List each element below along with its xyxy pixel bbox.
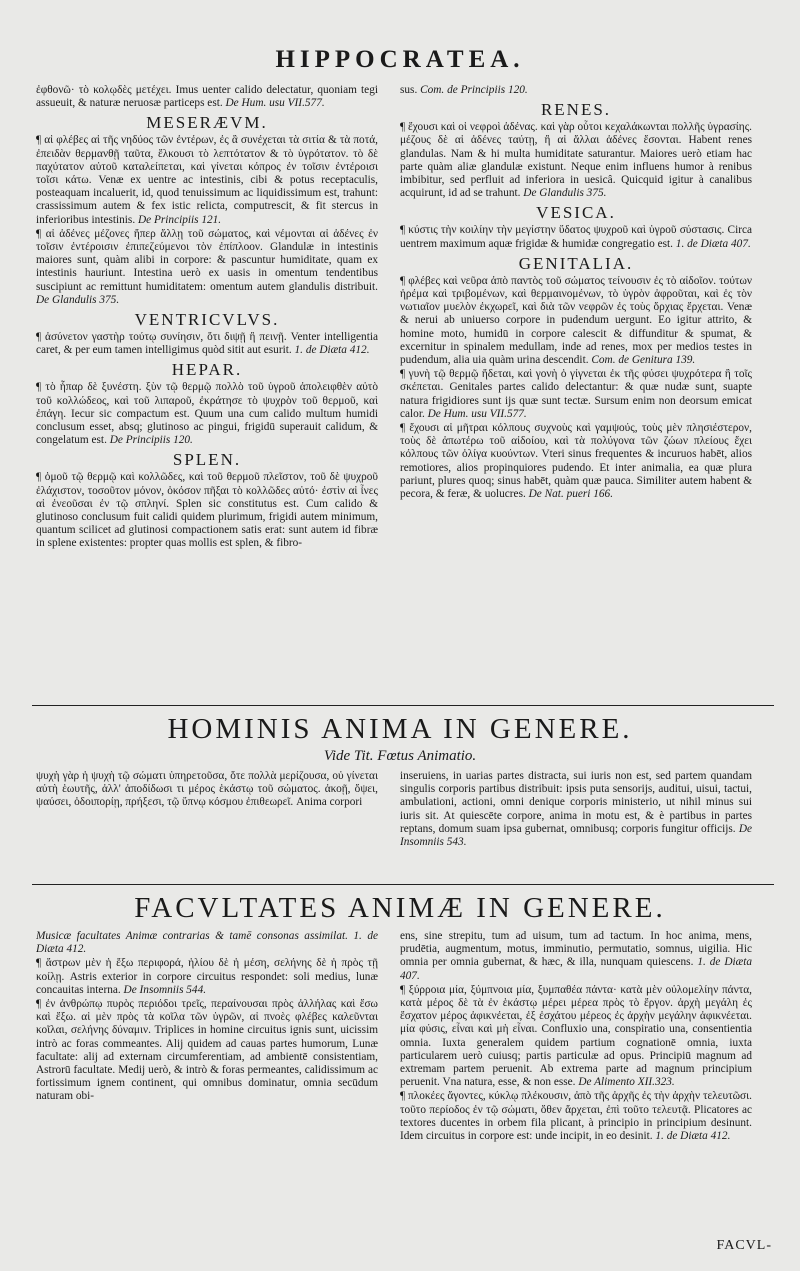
paragraph: ¶ γυνὴ τῷ θερμῷ ἥδεται, καὶ γονὴ ὁ γίγνεται ἐκ τῆς φύσει ψυχρότερα ἢ τοῖς σκέπεται. Genitales partes calido delectantur: & quæ nudæ sunt, suapte natura frigidiores sunt ijs quæ sunt tectæ. Sursum enim non deorsum emicat calor. De Hum. usu VII.577. <box>400 368 752 420</box>
section-heading: MESERÆVM. <box>146 113 268 133</box>
paragraph: ens, sine strepitu, tum ad uisum, tum ad tactum. In hoc anima, mens, prudētia, augmentum, motus, imminutio, permutatio, somnus, uigilia. Hic omnia per omnia gubernat, & hæc, & illa, nunquam quiescens. 1. de Diæta 407. <box>400 930 752 982</box>
paragraph: Musicæ facultates Animæ contrarias & tamē consonas assimilat. 1. de Diæta 412. <box>36 930 378 956</box>
paragraph: ¶ ἔχουσι αἱ μῆτραι κόλπους συχνοὺς καὶ γαμψούς, τοὺς μὲν πλησιέστερον, τοὺς δὲ ἀπωτέρω τοῦ αἰδοίου, καὶ τὰ πολύγονα τῶν ζώων πλείους ἔχει κόλπους τῶν ὀλίγα κυούντων. Vteri sinus frequentes & incuruos habēt, alios remotiores, alios propinquiores pudendo. Et inter animalia, ea quæ plura pariunt, plures quoq; sinus habēt, quàm quæ pauca. Similiter autem habent & pecora, & feræ, & uolucres. De Nat. pueri 166. <box>400 422 752 501</box>
paragraph: ¶ αἱ ἀδένες μέζονες ἤπερ ἄλλῃ τοῦ σώματος, καὶ νέμονται αἱ ἀδένες ἐν τοῖσιν ἐντέροισιν ἐπιπεζεύμενοι τὸν ἐπίπλοον. Glandulæ in intestinis maiores sunt, quàm alibi in corpore: & pascuntur humiditate, quam ex intestinis hauriunt. Intestina uerò ex uasis in omentum tendentibus suscipiunt ac remittunt humiditatem: omentum autem glandulis distribuit. De Glandulis 375. <box>36 227 378 306</box>
divider-rule <box>32 884 774 885</box>
running-head: HIPPOCRATEA. <box>275 46 525 73</box>
paragraph: ¶ κύστις τὴν κοιλίην τὴν μεγίστην ὕδατος ψυχροῦ καὶ ὑγροῦ σύστασις. Circa uentrem maximum aquæ frigidæ & humidæ congregatio est. 1. de Diæta 407. <box>400 224 752 250</box>
paragraph: ἐφθονῶ· τὸ κολῳδὲς μετέχει. Imus uenter calido delectatur, quoniam tegi assueuit, & naturæ neruosæ particeps est. De Hum. usu VII.577. <box>36 84 378 110</box>
left-column-facultates <box>36 930 378 1230</box>
paragraph: ¶ ἄστρων μὲν ἡ ἔξω περιφορά, ἡλίου δὲ ἡ μέση, σελήνης δὲ ἡ πρὸς τῇ κοίλῃ. Astris exterior in corpore circuitus respondet: soli medius, lunæ concauitas interna. De Insomniis 544. <box>36 957 378 996</box>
catchword: FACVL- <box>716 1238 772 1253</box>
right-column-upper <box>400 84 752 704</box>
paragraph: sus. Com. de Principiis 120. <box>400 84 528 96</box>
paragraph: ψυχὴ γὰρ ἡ ψυχὴ τῷ σώματι ὑπηρετοῦσα, ὅτε πολλὰ μερίζουσα, οὐ γίνεται αὐτὴ ἑωυτῆς, ἀλλ' ἀποδίδωσι τι μέρος ἑκάστῳ τοῦ σώματος. ἀκοῇ, ὄψει, ψαύσει, ὁδοιπορίῃ, πρήξεσι, τῷ ὕπνῳ κόσμου ἐπιθεωρεῖ. Anima corpori <box>36 770 378 809</box>
divider-rule <box>32 705 774 706</box>
section-subtitle: Vide Tit. Fœtus Animatio. <box>323 748 477 764</box>
paragraph: ¶ ὁμοῦ τῷ θερμῷ καὶ κολλῶδες, καὶ τοῦ θερμοῦ πλεῖστον, τοῦ δὲ ψυχροῦ ἐλάχιστον, τοσοῦτον μόνον, ὁκόσον πῆξαι τὸ κολλῶδες αὐτό· ἐστὶν αἱ ἶνες αἱ ἐνεοῦσαι ἐν τῷ σπληνί. Splen sic constitutus est. Cum calido & glutinoso conclusum fuit calidi quidem plurimum, frigidi autem minimum, quantum scilicet ad glutinosi compactionem satis erat: sunt autem id fibræ in splene existentes: propter quas mollis est splen, & fibro- <box>36 471 378 550</box>
paragraph: ¶ τὸ ἧπαρ δὲ ξυνέστη. ξὺν τῷ θερμῷ πολλὸ τοῦ ὑγροῦ ἀπολειφθὲν αὐτὸ τοῦ κολλώδεος, καὶ τοῦ λιπαροῦ, ἐκράτησε τὸ ψυχρὸν τοῦ θερμοῦ, καὶ ἐπάγη. Iecur sic compactum est. Quum una cum calido multum humidi conclusum esset, absq; glutinoso ac pingui, frigidū superauit calidum, & congelatum est. De Principiis 120. <box>36 381 378 447</box>
paragraph: ¶ φλέβες καὶ νεῦρα ἀπὸ παντὸς τοῦ σώματος τείνουσιν ἐς τὸ αἰδοῖον. τούτων ἠρέμα καὶ τριβομένων, καὶ θερμαινομένων, τὸ ὑγρὸν ἀφροῦται, καὶ ἐς τὸν νωτιαῖον μυελὸν ἐκχωρεῖ, καὶ διὰ τῶν νεφρῶν ἐς τοὺς ὄρχιας ἔρχεται. Venæ & nerui ab uniuerso corpore in pudendum uergunt. Eo igitur attrito, & homine moto, humidū in corpore calescit & diffunditur & spumat, & excernitur in spinalem medullam, inde ad renes, mox per medios testes in pudendum, alia uia quàm urina descendit. Com. de Genitura 139. <box>400 274 752 367</box>
paragraph: ¶ ἐν ἀνθρώπῳ πυρὸς περιόδοι τρεῖς, περαίνουσαι πρὸς ἀλλήλας καὶ ἔσω καὶ ἔξω. αἱ μὲν πρὸς τὰ κοῖλα τῶν ὑγρῶν, αἱ πνοὲς φλέβες καλεῦνται κοῖλαι, σελήνης δύναμιν. Triplices in homine circuitus ignis sunt, uicissim intrò ac foras commeantes. Alij quidem ad cauas partes humorum, Lunæ facultate: alij ad externam circumferentiam, ad ambientē consistentiam, Astrorū facultate. Medij uerò, & intrò & foras permeantes, calidissimum ac fortissimum ignem continent, qui omnibus dominatur, omnia secūdum naturam obi- <box>36 998 378 1103</box>
paragraph: ¶ ξύρροια μία, ξύμπνοια μία, ξυμπαθέα πάντα· κατὰ μὲν οὐλομελίην πάντα, κατὰ μέρος δὲ τὰ ἐν ἑκάστῳ μέρει μέρεα πρὸς τὸ ἔργον. ἀρχὴ μεγάλη ἐς ἔσχατον μέρος ἀφικνέεται, ἐξ ἐσχάτου μέρεος ἐς ἀρχὴν μεγάλην ἀφικνέεται. μία φύσις, εἶναι καὶ μὴ εἶναι. Confluxio una, conspiratio una, consentientia omnia. Iuxta generalem quidem partium cognationē omnia, iuxta particularem uerò cuiusq; partis particulæ ad opus. Principiū magnum ad extremam partem peruenit. Ab extrema parte ad magnum principium peruenit. Vna natura, esse, & non esse. De Alimento XII.323. <box>400 983 752 1089</box>
paragraph: ¶ ἀσύνετον γαστὴρ τούτῳ συνίησιν, ὅτι διψῇ ἢ πεινῇ. Venter intelligentia caret, & per eum tamen intelligimus quòd sitit aut esurit. 1. de Diæta 412. <box>36 331 378 357</box>
section-heading: VESICA. <box>536 203 616 223</box>
section-heading: RENES. <box>540 100 612 120</box>
left-column-anima <box>36 770 378 880</box>
paragraph: inseruiens, in uarias partes distracta, sui iuris non est, sed partem quandam singulis corporis partibus distribuit: ipsis puta sensorijs, auditui, uisui, tactui, ambulationi, actioni, omni denique corporis ministerio, ut nihil minus sui iuris sit. At quiescēte corpore, anima in motu est, & è partibus in partes reptans, domum suam ipsa gubernat, omnibusq; corporis fungitur officijs. De Insomniis 543. <box>400 770 752 849</box>
section-heading: GENITALIA. <box>518 253 634 273</box>
section-title-hominis-anima: HOMINIS ANIMA IN GENERE. <box>167 713 633 745</box>
paragraph: ¶ ἔχουσι καὶ οἱ νεφροὶ ἀδένας. καὶ γὰρ οὗτοι κεχαλάκωνται πολλῆς ὑγρασίης. μέζους δὲ αἱ ἀδένες ταύτῃ, ἢ αἱ ἄλλαι ἀδένες ἔσονται. Habent renes glandulas. Nam & hi multa humiditate saturantur. Maiores uerò etiam hac parte quàm aliæ glandulæ existunt. Neque enim influens humor à renibus imbibitur, sed perfluit ad inferiora in uesicâ. Quicquid igitur à canalibus acquirunt, id ad se trahunt. De Glandulis 375. <box>400 121 752 200</box>
section-heading: VENTRICVLVS. <box>134 310 280 330</box>
section-title-facultates: FACVLTATES ANIMÆ IN GENERE. <box>134 892 666 924</box>
section-heading: HEPAR. <box>171 360 243 380</box>
right-column-anima <box>400 770 752 880</box>
paragraph: ¶ αἱ φλέβες αἱ τῆς νηδύος τῶν ἐντέρων, ἐς ἃ συνέχεται τὰ σιτία & τὰ ποτά, ἐπειδὰν θερμανθῇ ταῦτα, ἕλκουσι τὸ λεπτότατον & τὸ ὑγρότατον. τὸ δὲ παχύτατον αὐτοῦ καταλείπεται, καὶ γίνεται κόπρος ἐν τοῖσιν ἐντέροισι τοῖσι κάτω. Venæ ex uentre ac intestinis, cibi & potus receptaculis, posteaquam incaluerit, id, quod tenuissimum ac liquidissimum est, trahunt: crassissimum autem & fex istic relicta, computrescit, & fit stercus in inferioribus intestinis. De Principiis 121. <box>36 134 378 226</box>
left-column-upper <box>36 84 378 704</box>
right-column-facultates <box>400 930 752 1230</box>
section-heading: SPLEN. <box>172 450 242 470</box>
paragraph: ¶ πλοκέες ἄγοντες, κύκλῳ πλέκουσιν, ἀπὸ τῆς ἀρχῆς ἐς τὴν ἀρχὴν τελευτῶσι. τοῦτο περίοδος ἐν τῷ σώματι, ὅθεν ἄρχεται, ἐπὶ τοῦτο τελευτᾷ. Plicatores ac textores ducentes in orbem fila plicant, à principio in principium desinunt. Idem circuitus in corpore est: unde incipit, in eo desinit. 1. de Diæta 412. <box>400 1090 752 1143</box>
